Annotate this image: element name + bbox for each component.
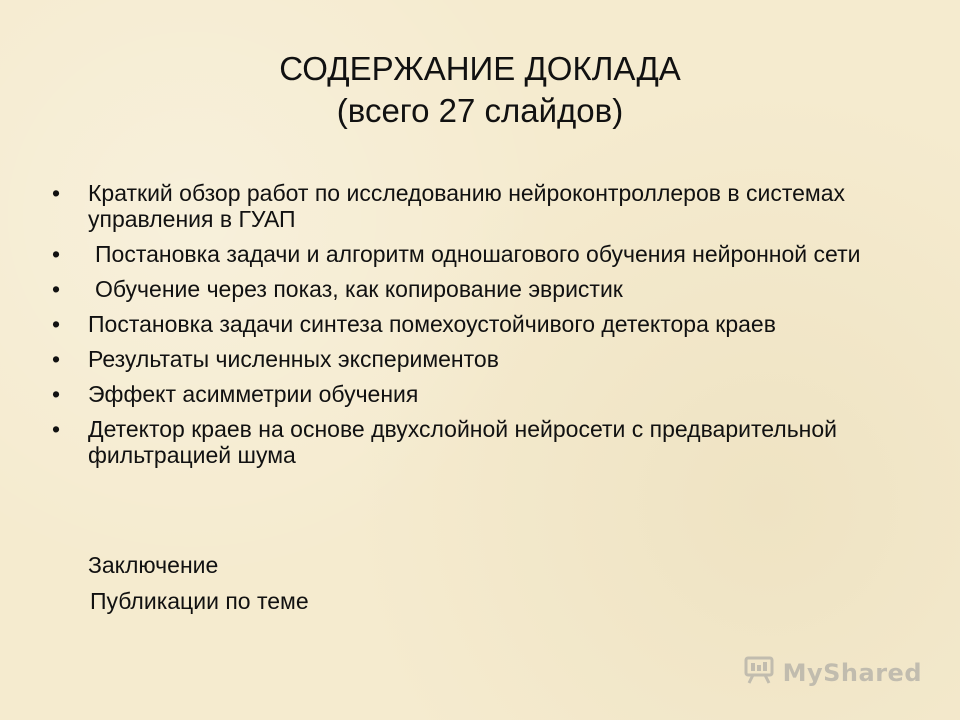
bullet-icon: • — [52, 180, 61, 206]
slide-title — [0, 48, 960, 132]
conclusion-line: Заключение — [88, 552, 219, 578]
bullet-text: Детектор краев на основе двухслойной нейросети с предварительной фильтрацией шума — [88, 416, 838, 468]
bullet-text: Эффект асимметрии обучения — [88, 381, 419, 407]
slide-title-line1: СОДЕРЖАНИЕ ДОКЛАДА — [279, 50, 681, 87]
bullet-text: Постановка задачи и алгоритм одношагового обучения нейронной сети — [95, 241, 861, 267]
list-item — [52, 241, 932, 267]
bullet-icon: • — [52, 241, 61, 267]
slide-title-line2: (всего 27 слайдов) — [336, 92, 624, 129]
bullet-list — [52, 180, 932, 477]
list-item — [52, 311, 932, 337]
list-item — [52, 346, 932, 372]
list-item — [52, 381, 932, 407]
list-item — [52, 276, 932, 302]
bullet-text: Результаты численных экспериментов — [88, 346, 499, 372]
watermark — [743, 655, 922, 690]
bullet-icon: • — [52, 416, 61, 442]
bullet-icon: • — [52, 311, 61, 337]
list-item — [52, 416, 932, 468]
bullet-text: Краткий обзор работ по исследованию нейроконтроллеров в системах управления в ГУАП — [88, 180, 845, 232]
bullet-icon: • — [52, 276, 61, 302]
projector-board-icon — [743, 655, 777, 690]
bullet-text: Постановка задачи синтеза помехоустойчивого детектора краев — [88, 311, 776, 337]
bullet-text: Обучение через показ, как копирование эвристик — [95, 276, 623, 302]
bullet-icon: • — [52, 381, 61, 407]
bullet-icon: • — [52, 346, 61, 372]
list-item — [52, 180, 932, 232]
watermark-text: MyShared — [782, 658, 922, 687]
publications-line: Публикации по теме — [90, 588, 309, 614]
